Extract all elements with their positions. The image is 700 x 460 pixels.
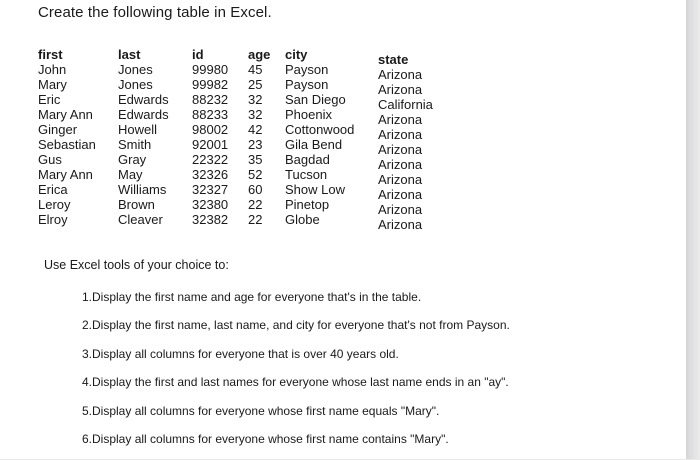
cell-id: 32380: [192, 197, 229, 212]
cell-age: 35: [248, 152, 263, 167]
task-item: 4.Display the first and last names for everyone whose last name ends in an "ay".: [82, 375, 509, 390]
cell-age: 60: [248, 182, 263, 197]
task-item: 3.Display all columns for everyone that is over 40 years old.: [82, 346, 399, 361]
task-item: 6.Display all columns for everyone whose first name contains "Mary".: [82, 431, 449, 446]
header-id: id: [192, 47, 204, 62]
cell-state: Arizona: [378, 202, 423, 217]
cell-city: Pinetop: [285, 197, 330, 212]
column-id: [192, 47, 228, 227]
column-age: [248, 47, 270, 227]
header-city: city: [285, 47, 308, 62]
cell-first: Mary: [38, 77, 67, 92]
cell-first: John: [38, 62, 67, 77]
cell-state: Arizona: [378, 112, 423, 127]
cell-last: Brown: [118, 197, 155, 212]
page-title: Create the following table in Excel.: [38, 4, 272, 21]
cell-last: Jones: [118, 62, 153, 77]
cell-first: Leroy: [38, 197, 71, 212]
cell-first: Ginger: [38, 122, 78, 137]
cell-first: Mary Ann: [38, 107, 93, 122]
cell-age: 22: [248, 212, 263, 227]
cell-age: 23: [248, 137, 263, 152]
cell-age: 25: [248, 77, 263, 92]
header-state: state: [378, 52, 409, 67]
cell-last: Edwards: [118, 107, 169, 122]
cell-city: Cottonwood: [285, 122, 355, 137]
cell-state: Arizona: [378, 217, 423, 232]
cell-id: 32327: [192, 182, 229, 197]
cell-age: 52: [248, 167, 263, 182]
cell-last: Edwards: [118, 92, 169, 107]
task-list: [82, 290, 510, 460]
page-edge-shadow: [686, 0, 700, 459]
cell-city: San Diego: [285, 92, 346, 107]
header-last: last: [118, 47, 141, 62]
cell-id: 32382: [192, 212, 229, 227]
column-state: [378, 52, 433, 232]
cell-id: 88232: [192, 92, 229, 107]
cell-state: Arizona: [378, 82, 423, 97]
cell-id: 98002: [192, 122, 229, 137]
cell-age: 32: [248, 92, 263, 107]
cell-id: 99982: [192, 77, 229, 92]
cell-city: Tucson: [285, 167, 328, 182]
cell-city: Gila Bend: [285, 137, 343, 152]
cell-city: Payson: [285, 62, 329, 77]
cell-first: Erica: [38, 182, 68, 197]
task-item: 2.Display the first name, last name, and city for everyone that's not from Payson.: [82, 318, 510, 333]
task-item: 5.Display all columns for everyone whose first name equals "Mary".: [82, 403, 440, 418]
cell-first: Gus: [38, 152, 62, 167]
instructions-intro: Use Excel tools of your choice to:: [44, 258, 229, 272]
cell-city: Show Low: [285, 182, 345, 197]
cell-state: Arizona: [378, 157, 423, 172]
cell-last: Gray: [118, 152, 147, 167]
column-first: [38, 47, 96, 227]
header-first: first: [38, 47, 63, 62]
cell-id: 88233: [192, 107, 229, 122]
cell-state: Arizona: [378, 127, 423, 142]
cell-last: Smith: [118, 137, 152, 152]
cell-last: Howell: [118, 122, 158, 137]
cell-state: Arizona: [378, 67, 423, 82]
cell-state: California: [378, 97, 433, 112]
cell-age: 22: [248, 197, 263, 212]
column-last: [118, 47, 169, 227]
header-age: age: [248, 47, 271, 62]
cell-city: Globe: [285, 212, 320, 227]
column-city: [285, 47, 354, 227]
cell-id: 22322: [192, 152, 229, 167]
cell-age: 45: [248, 62, 263, 77]
cell-first: Eric: [38, 92, 61, 107]
cell-city: Phoenix: [285, 107, 332, 122]
cell-city: Payson: [285, 77, 329, 92]
cell-state: Arizona: [378, 172, 423, 187]
cell-first: Elroy: [38, 212, 68, 227]
cell-state: Arizona: [378, 187, 423, 202]
cell-id: 92001: [192, 137, 229, 152]
cell-state: Arizona: [378, 142, 423, 157]
cell-last: May: [118, 167, 143, 182]
cell-id: 99980: [192, 62, 229, 77]
cell-last: Jones: [118, 77, 153, 92]
cell-last: Williams: [118, 182, 167, 197]
task-item: 1.Display the first name and age for everyone that's in the table.: [82, 290, 422, 304]
cell-age: 32: [248, 107, 263, 122]
cell-last: Cleaver: [118, 212, 163, 227]
cell-first: Sebastian: [38, 137, 96, 152]
cell-age: 42: [248, 122, 263, 137]
cell-id: 32326: [192, 167, 229, 182]
cell-city: Bagdad: [285, 152, 330, 167]
cell-first: Mary Ann: [38, 167, 93, 182]
